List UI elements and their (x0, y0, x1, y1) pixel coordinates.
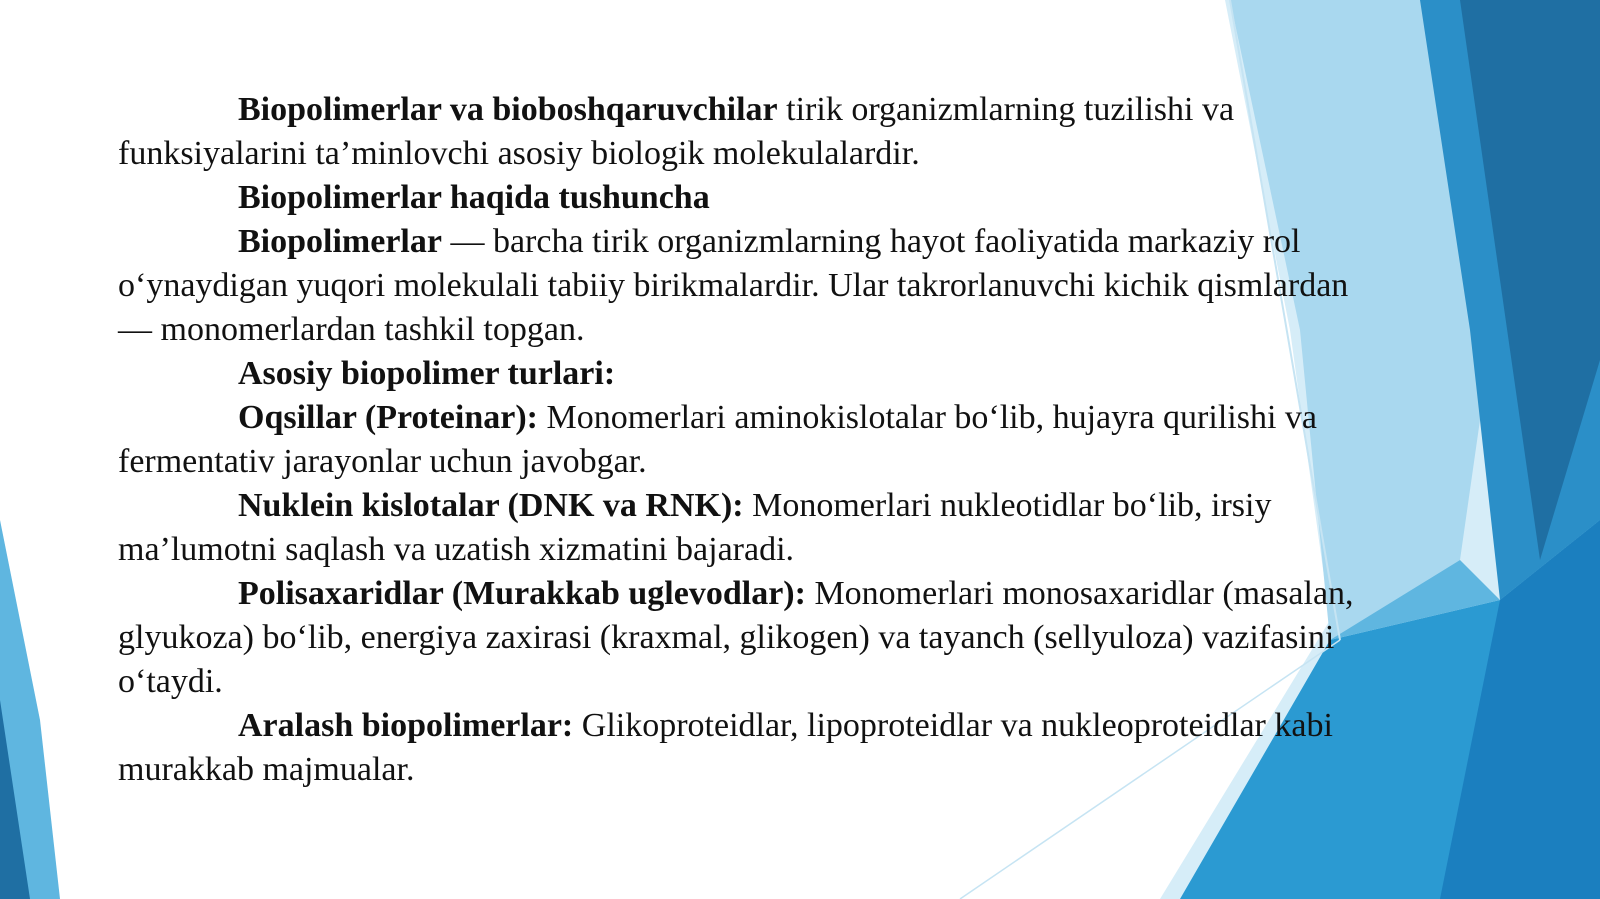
paragraph-heading: Biopolimerlar haqida tushuncha (238, 179, 710, 216)
paragraph-text: tirik organizmlarning tuzilishi va funksiyalarini ta’minlovchi asosiy biologik molekulalardir. (118, 91, 1235, 172)
paragraph (118, 572, 1388, 704)
paragraph-heading: Biopolimerlar va bioboshqaruvchilar (238, 91, 778, 128)
paragraph-heading: Asosiy biopolimer turlari: (238, 355, 616, 392)
paragraph-text: Monomerlari monosaxaridlar (masalan, glyukoza) bo‘lib, energiya zaxirasi (kraxmal, glikogen) va tayanch (sellyuloza) vazifasini o‘taydi. (118, 575, 1354, 700)
paragraph (118, 88, 1388, 176)
slide-text-body (118, 88, 1388, 792)
paragraph (118, 176, 1388, 220)
paragraph-text: Monomerlari aminokislotalar bo‘lib, hujayra qurilishi va fermentativ jarayonlar uchun javobgar. (118, 399, 1317, 480)
paragraph-text: — barcha tirik organizmlarning hayot faoliyatida markaziy rol o‘ynaydigan yuqori molekulali tabiiy birikmalardir. Ular takrorlanuvchi kichik qismlardan — monomerlardan tashkil topgan. (118, 223, 1349, 348)
paragraph-heading: Polisaxaridlar (Murakkab uglevodlar): (238, 575, 806, 612)
paragraph-heading: Biopolimerlar (238, 223, 442, 260)
paragraph-heading: Oqsillar (Proteinar): (238, 399, 538, 436)
paragraph (118, 220, 1388, 352)
paragraph (118, 396, 1388, 484)
paragraph-heading: Aralash biopolimerlar: (238, 707, 574, 744)
paragraph-text: Monomerlari nukleotidlar bo‘lib, irsiy ma’lumotni saqlash va uzatish xizmatini bajaradi. (118, 487, 1272, 568)
paragraph (118, 704, 1388, 792)
paragraph-text: Glikoproteidlar, lipoproteidlar va nukleoproteidlar kabi murakkab majmualar. (118, 707, 1333, 788)
paragraph (118, 352, 1388, 396)
paragraph-heading: Nuklein kislotalar (DNK va RNK): (238, 487, 744, 524)
paragraph (118, 484, 1388, 572)
